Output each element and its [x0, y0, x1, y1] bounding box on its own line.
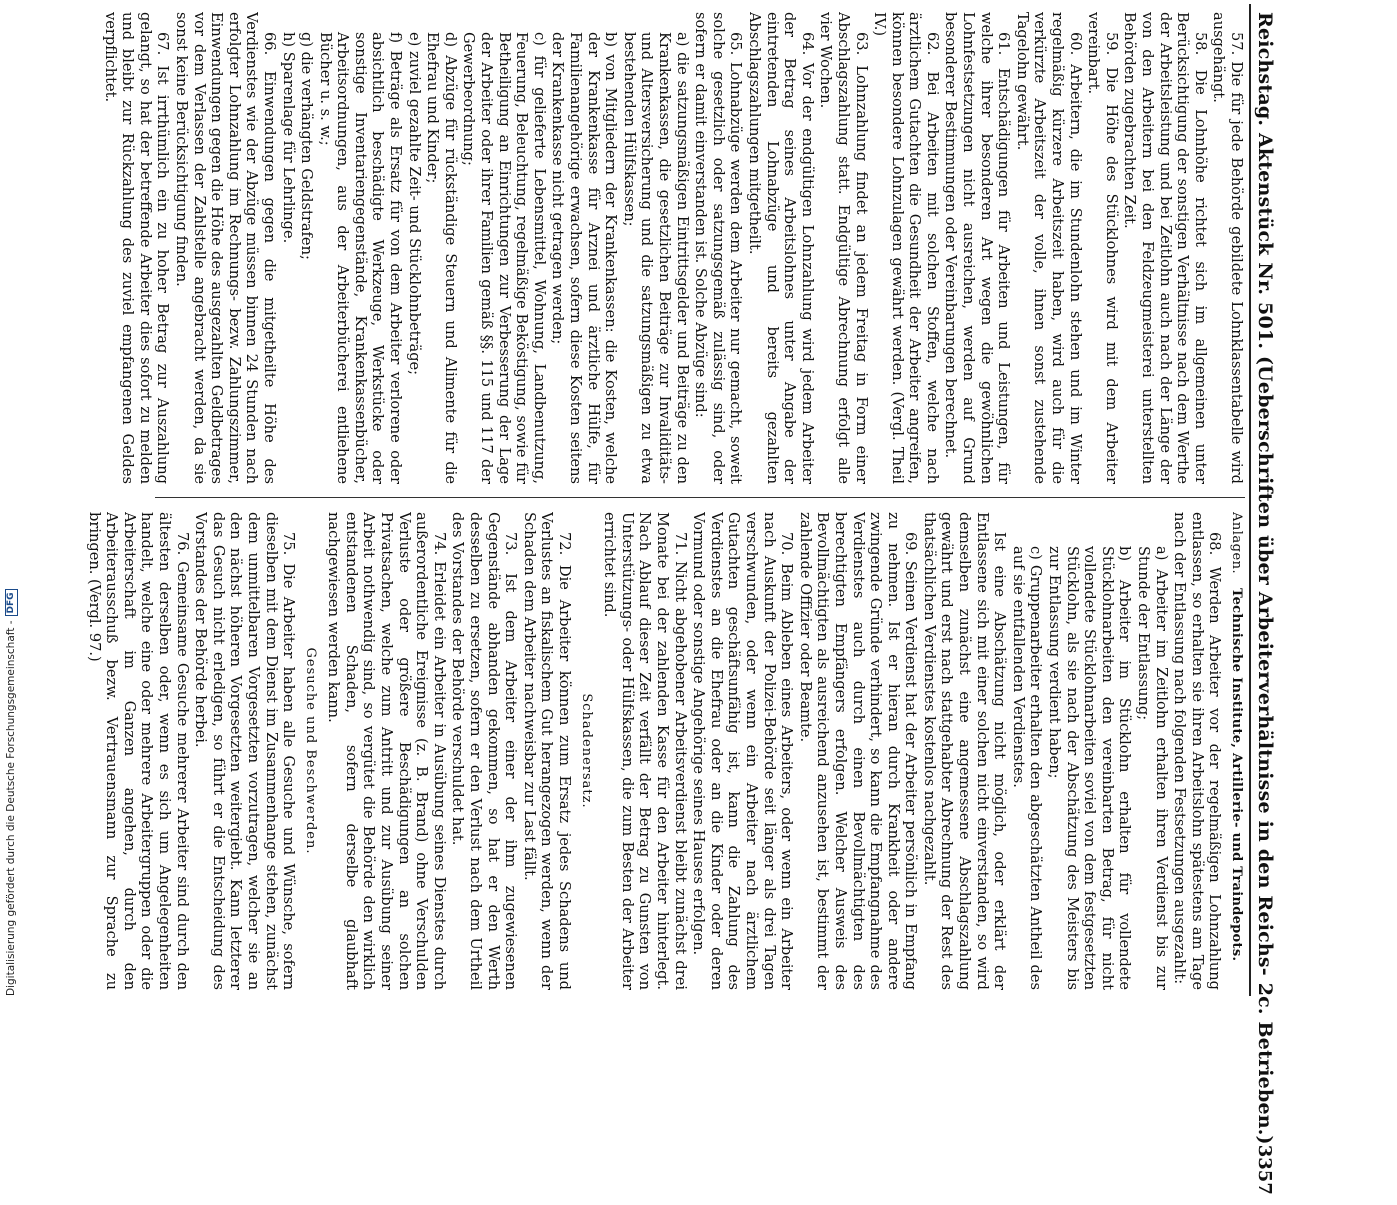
paragraph: 61. Entschädigungen für Arbeiten und Leistungen, für welche ihrer besonderen Art wegen die gewöhnlichen Lohnfestsetzungen nicht ausreichen, werden auf Grund besonderer Bestimmungen oder Vereinbarungen berechnet.: [942, 12, 1013, 484]
list-item: b) von Mitgliedern der Krankenkassen: die Kosten, welche der Krankenkasse für Arznei und ärztliche Hülfe, für Familienangehörige erwachsen, sofern diese Kosten seitens der Krankenkasse nicht getragen werden;: [549, 32, 620, 484]
paragraph: Ist eine Abschätzung nicht möglich, oder erklärt der Entlassene sich mit einer solchen nicht einverstanden, so wird demselben zunächst eine angemessene Abschlagszahlung gewährt und erst nach stattgehabter Abrechnung der Rest des thatsächlichen Verdienstes kostenlos nachgezahlt.: [920, 512, 1009, 990]
scanned-page: [20, 4, 1390, 1195]
section-heading: Schadenersatz.: [578, 693, 594, 809]
paragraph: 72. Die Arbeiter können zum Ersatz jedes Schadens und Verlustes an fiskalischem Gut herangezogen werden, wenn der Schaden dem Arbeiter nachweisbar zur Last fällt.: [520, 512, 574, 990]
list-item: g) die verhängten Geldstrafen;: [298, 32, 316, 260]
paragraph: 70. Beim Ableben eines Arbeiters, oder wenn ein Arbeiter nach Auskunft der Polizei-Behörde seit länger als drei Tagen verschwunden, oder wenn ein Arbeiter nach ärztlichem Gutachten geschäftsunfähig ist, kann die Zahlung des Verdienstes an die Ehefrau oder an die Kinder oder deren Vormund oder sonstige Angehörige seines Hauses erfolgen.: [690, 512, 796, 990]
page-number: 3357: [1254, 1144, 1275, 1195]
running-head-title: Technische Institute, Artillerie- und Traindepots.: [1229, 588, 1244, 962]
page-header-title: Reichstag. Aktenstück Nr. 501. (Ueberschriften über Arbeiterverhältnisse in den Reichs- 2c. Betrieben.): [1254, 12, 1276, 1145]
column-divider: [155, 497, 1245, 498]
paragraph: 73. Ist dem Arbeiter einer der ihm zugewiesenen Gegenstände abhanden gekommen, so hat er den Werth desselben zu ersetzen, sofern er den Verlust nach dem Urtheil des Vorstandes der Behörde verschuldet hat.: [449, 512, 520, 990]
list-item: c) Gruppenarbeiter erhalten den abgeschätzten Antheil des auf sie entfallenden Verdienstes.: [1009, 546, 1045, 990]
paragraph: 69. Seinen Verdienst hat der Arbeiter persönlich in Empfang zu nehmen. Ist er hieran durch Krankheit oder andere zwingende Gründe verhindert, so kann die Empfangnahme des Verdienstes auch durch einen Bevollmächtigten des berechtigten Empfängers erfolgen. Welcher Ausweis des Bevollmächtigten als ausreichend anzusehen ist, bestimmt der zahlende Offizier oder Beamte.: [796, 512, 920, 990]
running-head: [1227, 512, 1245, 990]
paragraph: 60. Arbeitern, die im Stundenlohn stehen und im Winter regelmäßig kürzere Arbeitszeit haben, wird auch für die verkürzte Arbeitszeit der volle, ihnen sonst zustehende Tagelohn gewährt.: [1013, 12, 1084, 484]
rotated-page-content: [20, 4, 1285, 1195]
list-item: b) Arbeiter im Stücklohn erhalten für vollendete Stücklohnarbeiten den vereinbarten Betrag, für nicht vollendete Stücklohnarbeiten soviel von dem festgesetzten Stücklohn, als sie nach der Abschätzung des Meisters bis zur Entlassung verdient haben;: [1046, 546, 1134, 990]
list-item: a) die satzungsmäßigen Eintrittsgelder und Beiträge zu den Krankenkassen, die gesetzlichen Beiträge zur Invaliditäts- und Altersversicherung und die satzungsmäßigen zu etwa bestehenden Hülfskassen;: [620, 32, 691, 484]
digitization-credit-strip: [0, 0, 20, 1000]
paragraph: 76. Gemeinsame Gesuche mehrerer Arbeiter sind durch den ältesten derselben oder, wenn es sich um Angelegenheiten handelt, welche eine oder mehrere Arbeitergruppen oder die Arbeiterschaft im Ganzen angehen, durch den Arbeiterausschuß bezw. Vertrauensmann zur Sprache zu bringen. (Vergl. 97.): [85, 512, 191, 990]
page-header: [1249, 4, 1285, 1195]
paragraph: 59. Die Höhe des Stücklohnes wird mit dem Arbeiter vereinbart.: [1085, 12, 1120, 484]
paragraph: 62. Bei Arbeiten mit solchen Stoffen, welche nach ärztlichem Gutachten die Gesundheit der Arbeiter angreifen, können besondere Lohnzulagen gewährt werden. (Vergl. Theil IV.): [871, 12, 941, 484]
right-column: [30, 512, 1245, 990]
list-item: f) Beträge als Ersatz für von dem Arbeiter verlorene oder absichtlich beschädigte Werkzeuge, Werkstücke oder sonstige Inventariengegenstände, Krankenkassenbücher, Arbeitsordnungen, aus der Arbeiterbücherei entliehene Bücher u. s. w.;: [316, 32, 405, 484]
paragraph: 74. Erleidet ein Arbeiter in Ausübung seines Dienstes durch außerordentliche Ereignisse (z. B. Brand) ohne Verschulden Verluste oder größere Beschädigungen an solchen Privatsachen, welche zum Antritt und zur Ausübung seiner Arbeit nothwendig sind, so vergütet die Behörde den wirklich entstandenen Schaden, sofern derselbe glaubhaft nachgewiesen werden kann.: [325, 512, 448, 990]
section-heading: Gesuche und Beschwerden.: [302, 647, 318, 855]
list-item: e) zuviel gezahlte Zeit- und Stücklohnbeträge;: [405, 32, 423, 376]
list-item: d) Abzüge für rückständige Steuern und Alimente für die Ehefrau und Kinder;: [424, 32, 459, 484]
dfg-logo: DFG: [5, 589, 18, 616]
list-item: a) Arbeiter im Zeitlohn erhalten ihren Verdienst bis zur Stunde der Entlassung;: [1135, 546, 1170, 990]
paragraph: 57. Die für jede Behörde gebildete Lohnklassentabelle wird ausgehängt.: [1210, 12, 1245, 484]
paragraph: 66. Einwendungen gegen die mitgetheilte Höhe des Verdienstes wie der Abzüge müssen binnen 24 Stunden nach erfolgter Lohnzahlung im Rechnungs- bezw. Zahlungszimmer, Einwendungen gegen die Höhe des ausgezahlten Geldbetrages vor dem Verlassen der Zahlstelle angebracht werden, da sie sonst keine Berücksichtigung finden.: [172, 12, 278, 484]
paragraph: 65. Lohnabzüge werden dem Arbeiter nur gemacht, soweit solche gesetzlich oder satzungsgemäß zulässig sind, oder sofern er damit einverstanden ist. Solche Abzüge sind:: [692, 12, 745, 484]
paragraph: 71. Nicht abgehobener Arbeitsverdienst bleibt zunächst drei Monate bei der zahlenden Kasse für den Arbeiter hinterlegt. Nach Ablauf dieser Zeit verfällt der Betrag zu Gunsten von Unterstützungs- oder Hülfskassen, die zum Besten der Arbeiter errichtet sind.: [601, 512, 689, 990]
paragraph: 63. Lohnzahlung findet an jedem Freitag in Form einer Abschlagszahlung statt. Endgültige Abrechnung erfolgt alle vier Wochen.: [817, 12, 870, 484]
running-head-prefix: Anlagen.: [1229, 512, 1244, 575]
paragraph: 67. Ist irrthümlich ein zu hoher Betrag zur Auszahlung gelangt, so hat der betreffende Arbeiter dies sofort zu melden und bleibt zur Rückzahlung des zuviel empfangenen Geldes verpflichtet.: [101, 12, 172, 484]
left-column: [30, 12, 1245, 484]
paragraph: 68. Werden Arbeiter vor der regelmäßigen Lohnzahlung entlassen, so erhalten sie ihren Arbeitslohn spätestens am Tage nach der Entlassung nach folgenden Festsetzungen ausgezahlt:: [1171, 512, 1224, 990]
digitization-credit: Digitalisierung gefördert durch die Deutsche Forschungsgemeinschaft -: [5, 620, 17, 996]
paragraph: 64. Vor der endgültigen Lohnzahlung wird jedem Arbeiter der Betrag seines Arbeitslohnes unter Angabe der eintretenden Lohnabzüge und bereits gezahlten Abschlagszahlungen mitgetheilt.: [745, 12, 816, 484]
paragraph: 58. Die Lohnhöhe richtet sich im allgemeinen unter Berücksichtigung der sonstigen Verhältnisse nach dem Werthe der Arbeitsleistung und bei Zeitlohn auch nach der Länge der von den Arbeitern bei den Feldzeugmeisterei unterstellten Behörden zugebrachten Zeit.: [1121, 12, 1209, 484]
list-item: c) für gelieferte Lebensmittel, Wohnung, Landbenutzung, Feuerung, Beleuchtung, regelmäßige Beköstigung, sowie für Betheiligung an Einrichtungen zur Verbesserung der Lage der Arbeiter oder ihrer Familien gemäß §§. 115 und 117 der Gewerbeordnung;: [460, 32, 548, 484]
list-item: h) Sparenlage für Lehrlinge.: [279, 32, 297, 244]
paragraph: 75. Die Arbeiter haben alle Gesuche und Wünsche, sofern dieselben mit dem Dienst im Zusammenhange stehen, zunächst dem unmittelbaren Vorgesetzten vorzutragen, welcher sie an den nächst höheren Vorgesetzten weitergiebt. Kann letzterer das Gesuch nicht erledigen, so führt er die Entscheidung des Vorstandes der Behörde herbei.: [192, 512, 298, 990]
